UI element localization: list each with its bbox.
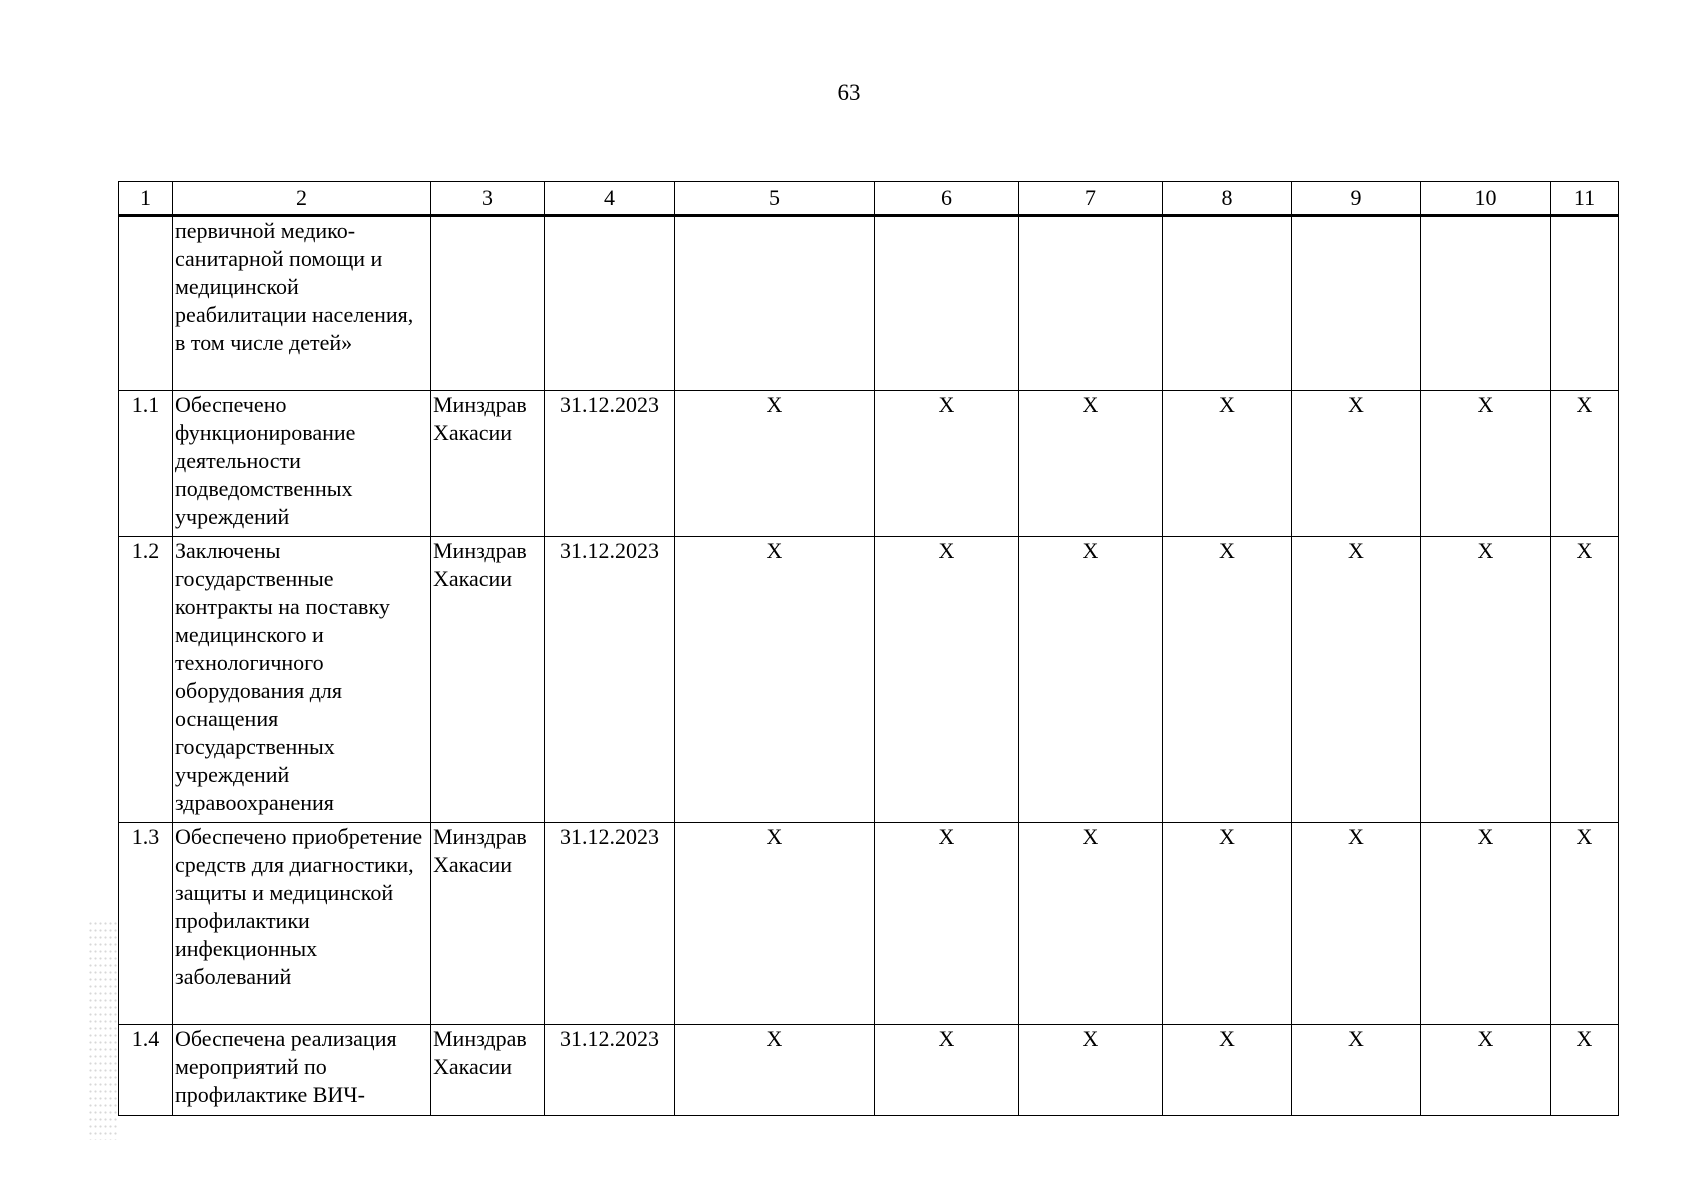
column-header: 7 (1019, 182, 1163, 216)
column-header: 4 (545, 182, 675, 216)
row-mark: X (1163, 823, 1292, 1025)
row-mark: X (875, 537, 1019, 823)
row-mark: X (1019, 823, 1163, 1025)
row-mark: X (1163, 1025, 1292, 1116)
row-mark: X (1551, 1025, 1619, 1116)
table-row (119, 391, 1619, 537)
column-header: 3 (431, 182, 545, 216)
row-description: первичной медико-санитарной помощи и медицинской реабилитации населения, в том числе детей» (173, 216, 431, 391)
row-mark (1421, 216, 1551, 391)
row-mark: X (1163, 537, 1292, 823)
column-header: 10 (1421, 182, 1551, 216)
row-mark: X (875, 823, 1019, 1025)
row-number: 1.1 (119, 391, 173, 537)
row-mark (675, 216, 875, 391)
column-header: 8 (1163, 182, 1292, 216)
row-mark: X (675, 537, 875, 823)
column-header: 5 (675, 182, 875, 216)
row-description: Заключены государственные контракты на поставку медицинского и технологичного оборудования для оснащения государственных учреждений здравоохранения (173, 537, 431, 823)
scan-artifact (88, 920, 118, 1140)
row-date: 31.12.2023 (545, 391, 675, 537)
row-mark: X (1421, 391, 1551, 537)
row-mark: X (1019, 391, 1163, 537)
row-responsible: Минздрав Хакасии (431, 391, 545, 537)
row-mark (1163, 216, 1292, 391)
column-header: 11 (1551, 182, 1619, 216)
row-date: 31.12.2023 (545, 1025, 675, 1116)
row-mark: X (1292, 537, 1421, 823)
row-mark: X (1421, 823, 1551, 1025)
row-mark: X (675, 391, 875, 537)
row-mark: X (1019, 537, 1163, 823)
row-mark (875, 216, 1019, 391)
row-mark: X (1421, 1025, 1551, 1116)
row-responsible (431, 216, 545, 391)
row-mark: X (875, 391, 1019, 537)
row-number (119, 216, 173, 391)
row-mark: X (1019, 1025, 1163, 1116)
row-mark: X (1421, 537, 1551, 823)
row-description: Обеспечена реализация мероприятий по профилактике ВИЧ- (173, 1025, 431, 1116)
row-responsible: Минздрав Хакасии (431, 537, 545, 823)
row-date: 31.12.2023 (545, 823, 675, 1025)
row-mark (1551, 216, 1619, 391)
column-header: 1 (119, 182, 173, 216)
row-responsible: Минздрав Хакасии (431, 823, 545, 1025)
column-header: 9 (1292, 182, 1421, 216)
row-description: Обеспечено приобретение средств для диагностики, защиты и медицинской профилактики инфекционных заболеваний (173, 823, 431, 1025)
row-date: 31.12.2023 (545, 537, 675, 823)
row-mark: X (1551, 823, 1619, 1025)
row-number: 1.3 (119, 823, 173, 1025)
data-table (118, 181, 1619, 1116)
row-mark: X (675, 1025, 875, 1116)
row-mark: X (675, 823, 875, 1025)
column-header: 6 (875, 182, 1019, 216)
row-mark: X (1163, 391, 1292, 537)
row-number: 1.4 (119, 1025, 173, 1116)
row-description: Обеспечено функционирование деятельности подведомственных учреждений (173, 391, 431, 537)
page-number: 63 (837, 80, 861, 105)
table-row (119, 823, 1619, 1025)
table-row (119, 1025, 1619, 1116)
row-responsible: Минздрав Хакасии (431, 1025, 545, 1116)
row-mark: X (1292, 391, 1421, 537)
row-mark: X (1292, 1025, 1421, 1116)
row-mark (1292, 216, 1421, 391)
column-header: 2 (173, 182, 431, 216)
row-mark: X (1551, 537, 1619, 823)
header-row (119, 182, 1619, 216)
row-mark (1019, 216, 1163, 391)
table-row (119, 216, 1619, 391)
row-mark: X (1551, 391, 1619, 537)
table-row (119, 537, 1619, 823)
row-date (545, 216, 675, 391)
row-number: 1.2 (119, 537, 173, 823)
row-mark: X (1292, 823, 1421, 1025)
row-mark: X (875, 1025, 1019, 1116)
